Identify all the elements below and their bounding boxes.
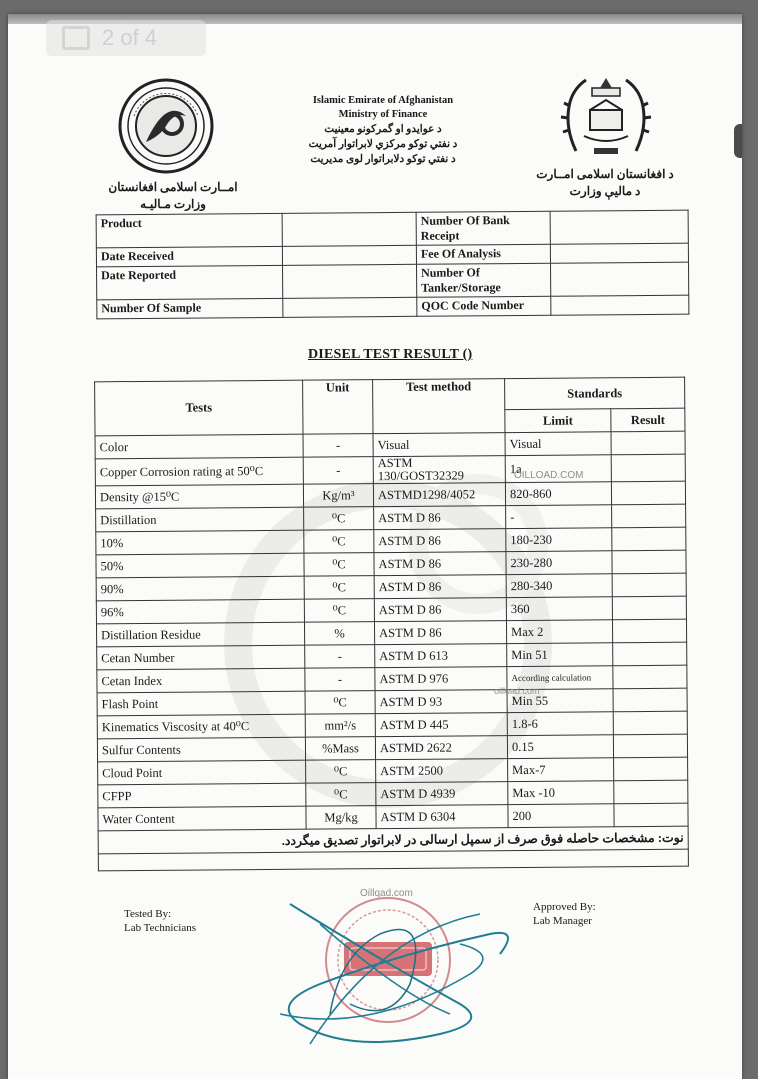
result-header: Result bbox=[611, 408, 685, 432]
method-cell: ASTM D 445 bbox=[375, 713, 507, 737]
note-text: نوت: مشخصات حاصله فوق صرف از سمپل ارسالی در لابراتوار تصدیق میگردد. bbox=[98, 826, 688, 854]
limit-cell: 280-340 bbox=[506, 574, 612, 598]
result-cell bbox=[614, 780, 688, 804]
method-cell: Visual bbox=[373, 433, 505, 457]
bank-receipt-value bbox=[550, 210, 688, 244]
result-cell bbox=[614, 757, 688, 781]
tanker-value bbox=[550, 262, 688, 296]
date-reported-label: Date Reported bbox=[97, 265, 283, 299]
limit-cell: 820-860 bbox=[505, 482, 611, 506]
result-cell bbox=[613, 642, 687, 666]
qoc-value bbox=[551, 295, 689, 315]
test-name-cell: Cetan Index bbox=[97, 668, 305, 693]
limit-cell: According calculation bbox=[507, 666, 613, 690]
method-cell: ASTM D 86 bbox=[374, 552, 506, 576]
tested-by-role: Lab Technicians bbox=[124, 922, 197, 934]
info-row bbox=[97, 262, 689, 300]
method-cell: ASTM D 86 bbox=[374, 506, 506, 530]
test-name-cell: Density @15⁰C bbox=[95, 484, 303, 509]
emirate-emblem-icon bbox=[556, 66, 656, 166]
left-caption bbox=[98, 179, 248, 213]
unit-cell: ⁰C bbox=[304, 553, 374, 577]
result-cell bbox=[612, 504, 686, 528]
test-name-cell: Cetan Number bbox=[97, 645, 305, 670]
header-ar-line3: د نفتي توکو دلابراتوار لوی مدیریت bbox=[310, 154, 456, 165]
watermark-text-3: Oillqad.com bbox=[360, 888, 413, 899]
unit-cell: ⁰C bbox=[305, 691, 375, 715]
method-cell: ASTM D 86 bbox=[374, 621, 506, 645]
header-en-line2: Ministry of Finance bbox=[338, 109, 428, 120]
page-indicator-text: 2 of 4 bbox=[102, 25, 158, 50]
ministry-finance-emblem-icon bbox=[116, 76, 216, 176]
approved-by-role: Lab Manager bbox=[533, 915, 592, 927]
method-cell: ASTM D 93 bbox=[375, 690, 507, 714]
test-name-cell: Kinematics Viscosity at 40⁰C bbox=[97, 714, 305, 739]
limit-cell: Max -10 bbox=[508, 781, 614, 805]
standards-header: Standards bbox=[505, 377, 685, 409]
left-caption-line2: وزارت مـالیـه bbox=[140, 197, 206, 211]
report-title: DIESEL TEST RESULT () bbox=[308, 347, 473, 362]
qoc-label: QOC Code Number bbox=[417, 296, 551, 316]
method-cell: ASTM D 6304 bbox=[376, 805, 508, 829]
test-results-table bbox=[94, 377, 689, 872]
method-cell: ASTM D 86 bbox=[374, 598, 506, 622]
method-cell: ASTM 130/GOST32329 bbox=[373, 456, 505, 484]
method-cell: ASTM D 976 bbox=[375, 667, 507, 691]
method-cell: ASTM D 86 bbox=[374, 575, 506, 599]
result-cell bbox=[612, 596, 686, 620]
center-header bbox=[288, 94, 478, 167]
unit-cell: mm²/s bbox=[305, 714, 375, 738]
limit-header: Limit bbox=[505, 409, 611, 433]
product-value bbox=[282, 212, 416, 246]
limit-cell: 180-230 bbox=[506, 528, 612, 552]
result-cell bbox=[613, 688, 687, 712]
signature-scribble-icon bbox=[260, 894, 560, 1074]
limit-cell: 1a bbox=[505, 455, 611, 483]
unit-cell: ⁰C bbox=[306, 783, 376, 807]
tests-header: Tests bbox=[95, 380, 303, 436]
unit-header: Unit bbox=[303, 380, 373, 435]
unit-cell: ⁰C bbox=[304, 599, 374, 623]
page-indicator-badge[interactable] bbox=[46, 20, 206, 56]
tanker-label: Number Of Tanker/Storage bbox=[416, 263, 550, 297]
test-name-cell: 90% bbox=[96, 576, 304, 601]
test-name-cell: Color bbox=[95, 434, 303, 459]
product-label: Product bbox=[96, 213, 282, 247]
tested-by-label: Tested By: bbox=[124, 908, 172, 920]
watermark-text-1: OILLOAD.COM bbox=[514, 470, 584, 481]
right-caption bbox=[530, 166, 680, 200]
header-ar-line2: د نفتي توکو مرکزي لابراتوار آمریت bbox=[308, 139, 458, 150]
sample-info-table bbox=[96, 210, 690, 320]
unit-cell: ⁰C bbox=[304, 530, 374, 554]
method-header: Test method bbox=[373, 379, 505, 434]
result-cell bbox=[613, 734, 687, 758]
limit-cell: Min 51 bbox=[507, 643, 613, 667]
unit-cell: - bbox=[305, 668, 375, 692]
result-cell bbox=[611, 431, 685, 455]
limit-cell: Max 2 bbox=[506, 620, 612, 644]
result-cell bbox=[611, 454, 685, 482]
result-cell bbox=[613, 711, 687, 735]
limit-cell: - bbox=[506, 505, 612, 529]
unit-cell: - bbox=[303, 434, 373, 458]
result-cell bbox=[611, 481, 685, 505]
limit-cell: 360 bbox=[506, 597, 612, 621]
approved-by-label: Approved By: bbox=[533, 901, 596, 913]
right-caption-line2: د مالیې وزارت bbox=[569, 184, 641, 198]
test-name-cell: Flash Point bbox=[97, 691, 305, 716]
blank-row bbox=[98, 849, 688, 871]
unit-cell: %Mass bbox=[305, 737, 375, 761]
info-row bbox=[96, 210, 688, 248]
tested-by-block bbox=[124, 907, 196, 935]
results-header-row bbox=[95, 377, 685, 413]
limit-cell: Min 55 bbox=[507, 689, 613, 713]
result-cell bbox=[612, 527, 686, 551]
sample-value bbox=[283, 297, 417, 317]
limit-cell: 1.8-6 bbox=[507, 712, 613, 736]
limit-cell: Max-7 bbox=[508, 758, 614, 782]
limit-cell: 200 bbox=[508, 804, 614, 828]
test-name-cell: Water Content bbox=[98, 806, 306, 831]
method-cell: ASTM D 613 bbox=[375, 644, 507, 668]
date-received-value bbox=[282, 245, 416, 265]
method-cell: ASTMD1298/4052 bbox=[373, 483, 505, 507]
method-cell: ASTM D 86 bbox=[374, 529, 506, 553]
left-caption-line1: امــارت اسلامی افغانستان bbox=[108, 180, 238, 194]
limit-cell: Visual bbox=[505, 432, 611, 456]
date-received-label: Date Received bbox=[96, 246, 282, 266]
result-cell bbox=[612, 573, 686, 597]
test-name-cell: 10% bbox=[96, 530, 304, 555]
method-cell: ASTMD 2622 bbox=[375, 736, 507, 760]
test-name-cell: CFPP bbox=[98, 783, 306, 808]
watermark-text-2: oilload.com bbox=[494, 686, 540, 696]
header-ar-line1: د عوایدو او گمرکونو معینیت bbox=[324, 124, 442, 135]
method-cell: ASTM 2500 bbox=[376, 759, 508, 783]
result-cell bbox=[612, 619, 686, 643]
unit-cell: ⁰C bbox=[304, 576, 374, 600]
result-cell bbox=[614, 803, 688, 827]
unit-cell: - bbox=[303, 457, 373, 485]
side-scroll-handle[interactable] bbox=[734, 124, 742, 158]
info-row bbox=[97, 295, 689, 319]
unit-cell: Mg/kg bbox=[306, 806, 376, 830]
document-page bbox=[8, 14, 742, 1079]
bank-receipt-label: Number Of Bank Receipt bbox=[416, 211, 550, 245]
test-name-cell: 96% bbox=[96, 599, 304, 624]
blank-cell bbox=[98, 849, 688, 871]
limit-cell: 230-280 bbox=[506, 551, 612, 575]
test-name-cell: Distillation bbox=[96, 507, 304, 532]
header-en-line1: Islamic Emirate of Afghanistan bbox=[312, 95, 454, 106]
sample-label: Number Of Sample bbox=[97, 298, 283, 318]
test-name-cell: Cloud Point bbox=[98, 760, 306, 785]
unit-cell: ⁰C bbox=[304, 507, 374, 531]
test-name-cell: Distillation Residue bbox=[96, 622, 304, 647]
test-name-cell: Copper Corrosion rating at 50⁰C bbox=[95, 457, 303, 486]
fee-value bbox=[550, 243, 688, 263]
unit-cell: % bbox=[304, 622, 374, 646]
page-icon bbox=[62, 26, 90, 50]
result-cell bbox=[612, 550, 686, 574]
unit-cell: ⁰C bbox=[306, 760, 376, 784]
unit-cell: - bbox=[305, 645, 375, 669]
method-cell: ASTM D 4939 bbox=[376, 782, 508, 806]
test-name-cell: 50% bbox=[96, 553, 304, 578]
right-caption-line1: د افغانستان اسلامی امــارت bbox=[536, 167, 674, 181]
unit-cell: Kg/m³ bbox=[303, 484, 373, 508]
limit-cell: 0.15 bbox=[507, 735, 613, 759]
test-name-cell: Sulfur Contents bbox=[97, 737, 305, 762]
result-cell bbox=[613, 665, 687, 689]
results-body bbox=[95, 431, 688, 831]
date-reported-value bbox=[283, 264, 417, 298]
fee-label: Fee Of Analysis bbox=[416, 244, 550, 264]
